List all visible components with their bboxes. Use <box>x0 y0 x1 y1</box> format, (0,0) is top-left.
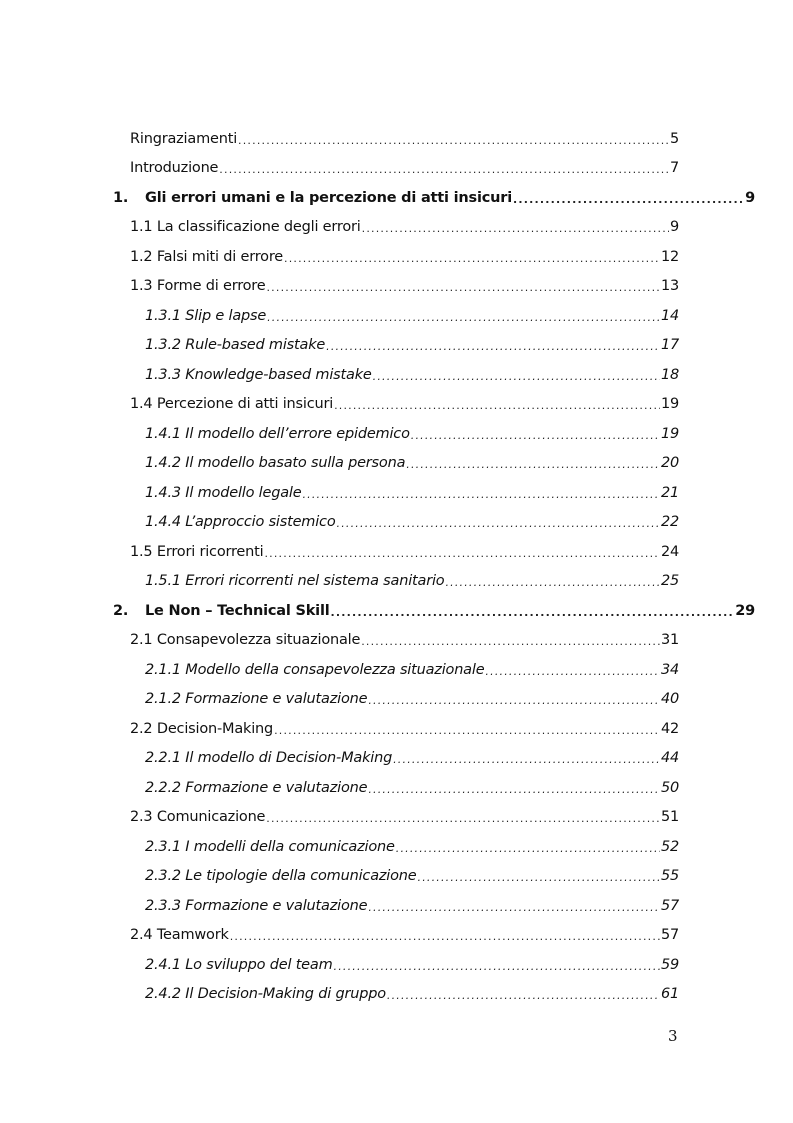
dot-leader <box>411 427 660 441</box>
toc-entry-page: 40 <box>660 691 679 708</box>
dot-leader <box>266 279 659 293</box>
toc-entry-page: 9 <box>669 219 679 236</box>
dot-leader <box>264 545 659 559</box>
toc-entry-title: 1.3.2 Rule-based mistake <box>145 337 326 354</box>
toc-entry-page: 13 <box>660 278 679 295</box>
toc-entry-page: 55 <box>660 868 679 885</box>
toc-subentry[interactable] <box>0 360 793 390</box>
toc-entry-page: 17 <box>660 337 679 354</box>
dot-leader <box>230 928 660 942</box>
dot-leader <box>331 604 735 618</box>
toc-subentry[interactable] <box>0 331 793 361</box>
toc-entry-page: 22 <box>660 514 679 531</box>
toc-entry-title: 2.1 Consapevolezza situazionale <box>130 632 361 649</box>
toc-entry-title: 1.4.2 Il modello basato sulla persona <box>145 455 406 472</box>
dot-leader <box>362 220 669 234</box>
toc-entry-page: 19 <box>660 396 679 413</box>
dot-leader <box>368 781 660 795</box>
toc-subentry[interactable] <box>0 862 793 892</box>
toc-entry-title <box>113 190 512 206</box>
toc-chapter-entry[interactable] <box>0 596 793 626</box>
toc-entry-title: 2.2 Decision-Making <box>130 720 274 737</box>
toc-subentry[interactable] <box>0 891 793 921</box>
dot-leader <box>445 574 659 588</box>
toc-entry[interactable] <box>0 626 793 656</box>
toc-entry-title: 1.4.4 L’approccio sistemico <box>145 514 336 531</box>
toc-entry-page: 7 <box>669 160 679 177</box>
toc-entry-page: 21 <box>660 484 679 501</box>
toc-entry[interactable] <box>0 537 793 567</box>
toc-entry-title <box>113 603 330 619</box>
toc-entry-title: 2.4.2 Il Decision-Making di gruppo <box>145 986 386 1003</box>
toc-entry-title: 1.5.1 Errori ricorrenti nel sistema sanitario <box>145 573 445 590</box>
toc-entry-page: 24 <box>660 543 679 560</box>
toc-entry[interactable] <box>0 803 793 833</box>
toc-entry-page: 34 <box>660 661 679 678</box>
toc-entry-page: 19 <box>660 425 679 442</box>
toc-entry-title: 1.4.3 Il modello legale <box>145 484 302 501</box>
dot-leader <box>219 161 669 175</box>
toc-subentry[interactable] <box>0 655 793 685</box>
toc-entry-title: 1.4.1 Il modello dell’errore epidemico <box>145 425 410 442</box>
toc-entry[interactable] <box>0 124 793 154</box>
toc-subentry[interactable] <box>0 449 793 479</box>
toc-entry-title: 2.3.3 Formazione e valutazione <box>145 897 368 914</box>
dot-leader <box>334 958 660 972</box>
toc-subentry[interactable] <box>0 773 793 803</box>
toc-subentry[interactable] <box>0 832 793 862</box>
toc-entry-title: 2.3.2 Le tipologie della comunicazione <box>145 868 417 885</box>
dot-leader <box>368 692 660 706</box>
dot-leader <box>485 663 660 677</box>
toc-entry-title: 2.4 Teamwork <box>130 927 229 944</box>
toc-entry-page: 20 <box>660 455 679 472</box>
toc-entry-title: Ringraziamenti <box>130 130 238 147</box>
dot-leader <box>368 899 660 913</box>
toc-entry-page: 51 <box>660 809 679 826</box>
table-of-contents <box>0 124 793 1009</box>
dot-leader <box>406 456 660 470</box>
dot-leader <box>267 309 660 323</box>
toc-entry-page: 59 <box>660 956 679 973</box>
chapter-number: 1. <box>113 189 129 206</box>
toc-entry[interactable] <box>0 213 793 243</box>
toc-entry-page: 14 <box>660 307 679 324</box>
toc-entry-title: 1.4 Percezione di atti insicuri <box>130 396 334 413</box>
toc-entry-title: 1.2 Falsi miti di errore <box>130 248 284 265</box>
toc-subentry[interactable] <box>0 980 793 1010</box>
dot-leader <box>274 722 660 736</box>
toc-entry-title: 1.3.3 Knowledge-based mistake <box>145 366 372 383</box>
dot-leader <box>238 132 669 146</box>
dot-leader <box>418 869 660 883</box>
toc-entry-page: 5 <box>669 130 679 147</box>
toc-entry-page: 57 <box>660 897 679 914</box>
toc-subentry[interactable] <box>0 478 793 508</box>
dot-leader <box>387 987 660 1001</box>
toc-entry-page: 25 <box>660 573 679 590</box>
dot-leader <box>326 338 660 352</box>
toc-entry-title: 2.1.2 Formazione e valutazione <box>145 691 368 708</box>
dot-leader <box>284 250 660 264</box>
dot-leader <box>393 751 660 765</box>
toc-subentry[interactable] <box>0 567 793 597</box>
toc-subentry[interactable] <box>0 744 793 774</box>
toc-entry[interactable] <box>0 242 793 272</box>
toc-subentry[interactable] <box>0 508 793 538</box>
dot-leader <box>373 368 660 382</box>
dot-leader <box>361 633 660 647</box>
dot-leader <box>396 840 660 854</box>
toc-entry-title: 2.3.1 I modelli della comunicazione <box>145 838 395 855</box>
toc-entry-title: 1.3.1 Slip e lapse <box>145 307 267 324</box>
toc-entry[interactable] <box>0 390 793 420</box>
toc-entry-title: 1.1 La classificazione degli errori <box>130 219 361 236</box>
toc-entry-page: 61 <box>660 986 679 1003</box>
toc-entry-page: 42 <box>660 720 679 737</box>
dot-leader <box>266 810 660 824</box>
toc-entry-title: 2.4.1 Lo sviluppo del team <box>145 956 333 973</box>
toc-entry-page: 12 <box>660 248 679 265</box>
toc-subentry[interactable] <box>0 419 793 449</box>
toc-entry-title: 2.3 Comunicazione <box>130 809 266 826</box>
toc-entry-title: Introduzione <box>130 160 219 177</box>
dot-leader <box>337 515 660 529</box>
chapter-title: Le Non – Technical Skill <box>145 602 330 619</box>
page-number: 3 <box>668 1027 678 1045</box>
toc-entry-page: 31 <box>660 632 679 649</box>
toc-subentry[interactable] <box>0 685 793 715</box>
toc-entry-title: 2.2.1 Il modello di Decision-Making <box>145 750 393 767</box>
chapter-title: Gli errori umani e la percezione di atti insicuri <box>145 189 512 206</box>
toc-entry[interactable] <box>0 154 793 184</box>
toc-entry-page: 9 <box>745 189 755 206</box>
toc-entry-title: 1.5 Errori ricorrenti <box>130 543 264 560</box>
toc-entry-title: 2.2.2 Formazione e valutazione <box>145 779 368 796</box>
dot-leader <box>302 486 659 500</box>
toc-subentry[interactable] <box>0 301 793 331</box>
toc-entry-page: 18 <box>660 366 679 383</box>
toc-entry[interactable] <box>0 921 793 951</box>
toc-entry-page: 57 <box>660 927 679 944</box>
toc-entry-title: 2.1.1 Modello della consapevolezza situazionale <box>145 661 485 678</box>
toc-subentry[interactable] <box>0 950 793 980</box>
chapter-number: 2. <box>113 602 129 619</box>
toc-entry[interactable] <box>0 714 793 744</box>
toc-entry-page: 52 <box>660 838 679 855</box>
toc-entry-page: 29 <box>735 602 755 619</box>
toc-entry-title: 1.3 Forme di errore <box>130 278 266 295</box>
dot-leader <box>334 397 660 411</box>
dot-leader <box>513 191 744 205</box>
toc-entry[interactable] <box>0 272 793 302</box>
toc-chapter-entry[interactable] <box>0 183 793 213</box>
toc-entry-page: 44 <box>660 750 679 767</box>
toc-entry-page: 50 <box>660 779 679 796</box>
